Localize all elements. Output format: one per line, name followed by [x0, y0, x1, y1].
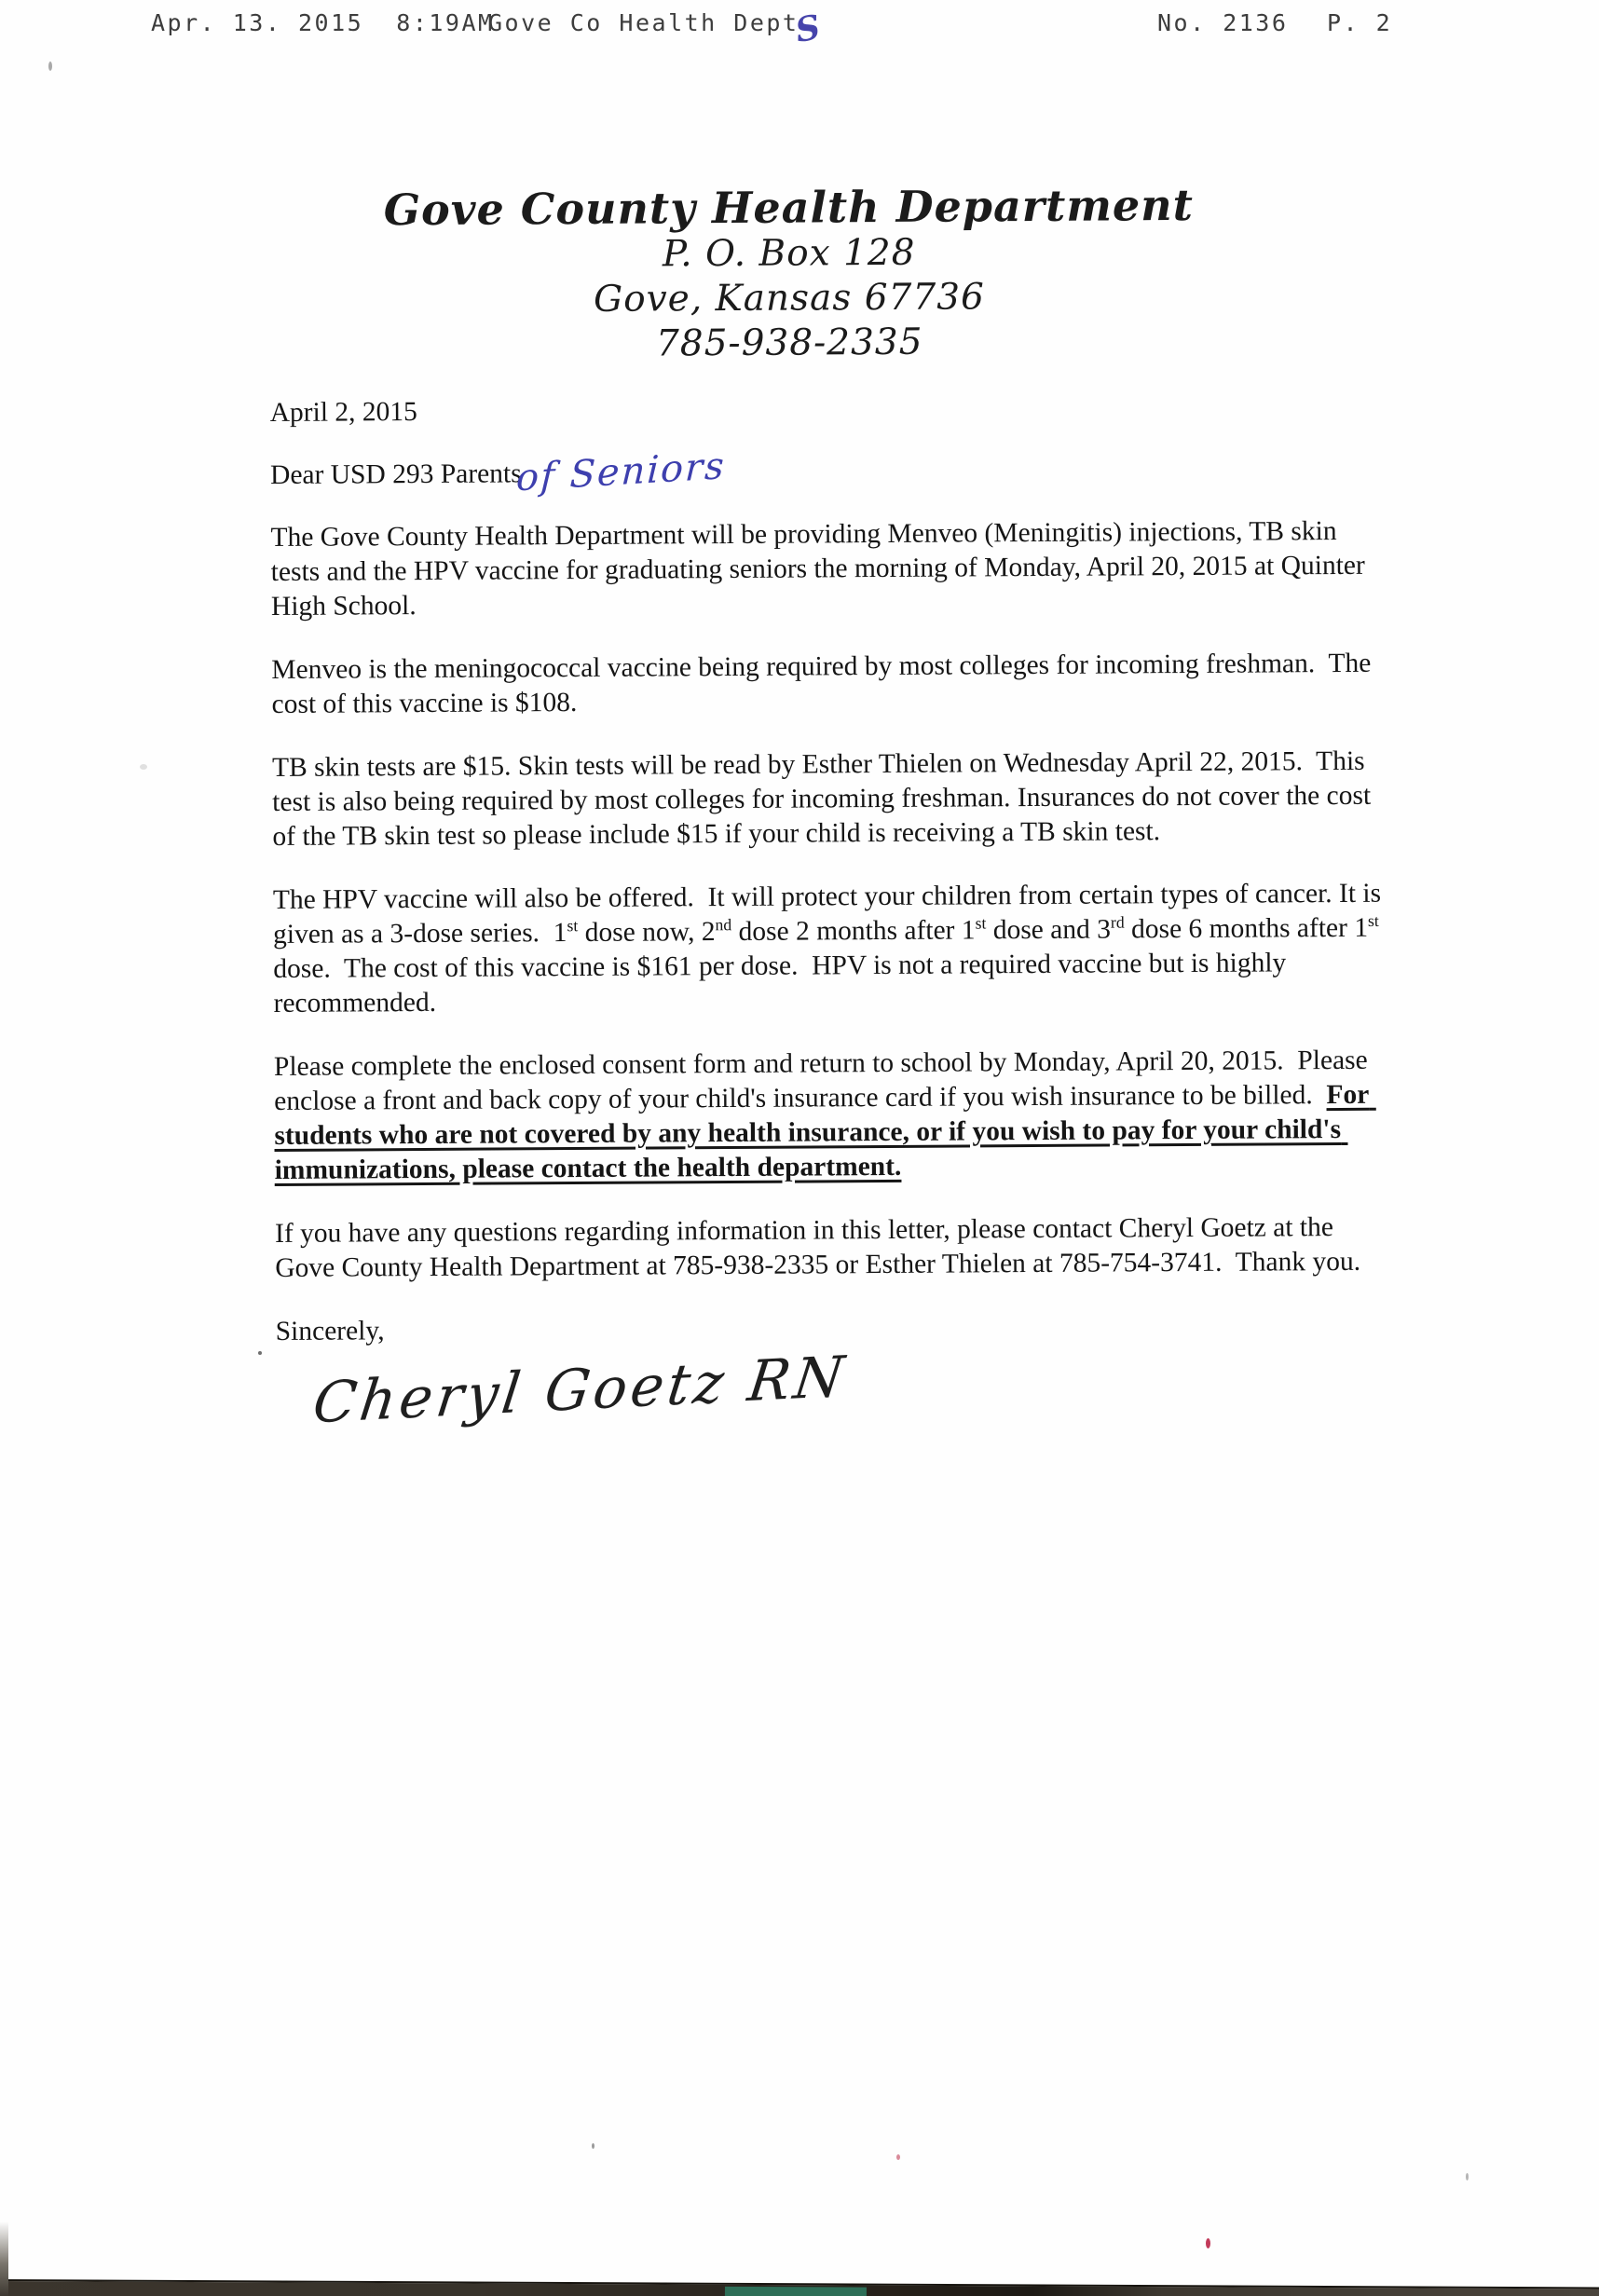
text-run: The Gove County Health Department will be providing Menveo (Meningitis) injections, TB skin tests and the HPV vaccine for graduating seniors the morning of Monday, April 20, 2015 at Quinter High School.: [270, 515, 1373, 622]
fax-sender-name: Gove Co Health Dept: [488, 9, 800, 36]
text-run: If you have any questions regarding information in this letter, please contact Cheryl Goetz at the Gove County Health Department at 785-938-2335 or Esther Thielen at 785-754-3741. Thank you.: [274, 1212, 1361, 1283]
paragraph: [271, 647, 1389, 722]
fax-page-number: P. 2: [1327, 9, 1393, 36]
ordinal-superscript: st: [975, 913, 987, 933]
text-run: dose. The cost of this vaccine is $161 per dose. HPV is not a required vaccine but is highly recommended.: [273, 912, 1387, 1018]
text-run: Menveo is the meningococcal vaccine being required by most colleges for incoming freshman. The cost of this vaccine is $108.: [271, 648, 1378, 719]
letter-date: April 2, 2015: [269, 397, 417, 429]
text-run: The HPV vaccine will also be offered. It will protect your children from certain types of cancer. It is given as a 3-dose series. 1: [272, 878, 1388, 950]
salutation-line: [270, 444, 1388, 500]
handwritten-signature: Cheryl Goetz RN: [309, 1344, 852, 1437]
ordinal-superscript: st: [567, 916, 579, 936]
closing: Sincerely,: [275, 1316, 385, 1346]
scan-speck: [48, 62, 52, 71]
phone-number: 785-938-2335: [655, 321, 923, 365]
organization-name: Gove County Health Department: [383, 179, 1195, 236]
paper-left-edge-shadow: [0, 2221, 8, 2296]
ordinal-superscript: nd: [715, 915, 732, 935]
paragraph: [272, 745, 1391, 854]
handwritten-of-seniors: of Seniors: [514, 444, 727, 500]
text-run: dose now, 2: [578, 917, 716, 948]
text-run: dose 2 months after 1: [731, 915, 976, 947]
scan-speck: [258, 1351, 262, 1355]
paragraph: [270, 514, 1389, 624]
text-run: Please complete the enclosed consent form and return to school by Monday, April 20, 2015. Please enclose a front and back copy of your child's insurance card if you wish insurance to be billed.: [273, 1045, 1375, 1116]
text-run: dose and 3: [986, 914, 1112, 946]
fax-number: No. 2136: [1157, 9, 1289, 36]
letter-paragraphs: [270, 514, 1393, 1286]
scan-speck: [896, 2154, 900, 2160]
ordinal-superscript: rd: [1110, 912, 1125, 932]
scanner-teal-patch: [725, 2287, 867, 2296]
scan-speck: [592, 2143, 594, 2149]
scan-speck: [1466, 2173, 1469, 2180]
city-state-zip: Gove, Kansas 67736: [593, 276, 985, 321]
blue-ink-stamp-icon: S: [792, 7, 824, 50]
letterhead: [1, 178, 1577, 370]
paragraph: [273, 877, 1392, 1021]
scan-speck: [140, 764, 147, 770]
paragraph: [275, 1210, 1393, 1286]
text-run: dose 6 months after 1: [1124, 912, 1369, 945]
paragraph: [274, 1044, 1393, 1188]
ordinal-superscript: st: [1367, 910, 1379, 930]
text-run: TB skin tests are $15. Skin tests will be read by Esther Thielen on Wednesday April 22, 2015. This test is also being required by most colleges for incoming freshman. Insurances do not cover the cost of the TB skin test so please include $15 if your child is receiving a TB skin test.: [271, 745, 1378, 852]
po-box-line: P. O. Box 128: [662, 231, 916, 276]
salutation-text: Dear USD 293 Parents: [270, 458, 522, 491]
fax-timestamp: Apr. 13. 2015 8:19AM: [151, 9, 495, 36]
emphasized-underlined-text: For students who are not covered by any health insurance, or if you wish to pay for your child's immunizations, please contact the health department.: [274, 1079, 1376, 1185]
letter-body: [269, 390, 1395, 1437]
scan-speck: [1206, 2238, 1210, 2248]
